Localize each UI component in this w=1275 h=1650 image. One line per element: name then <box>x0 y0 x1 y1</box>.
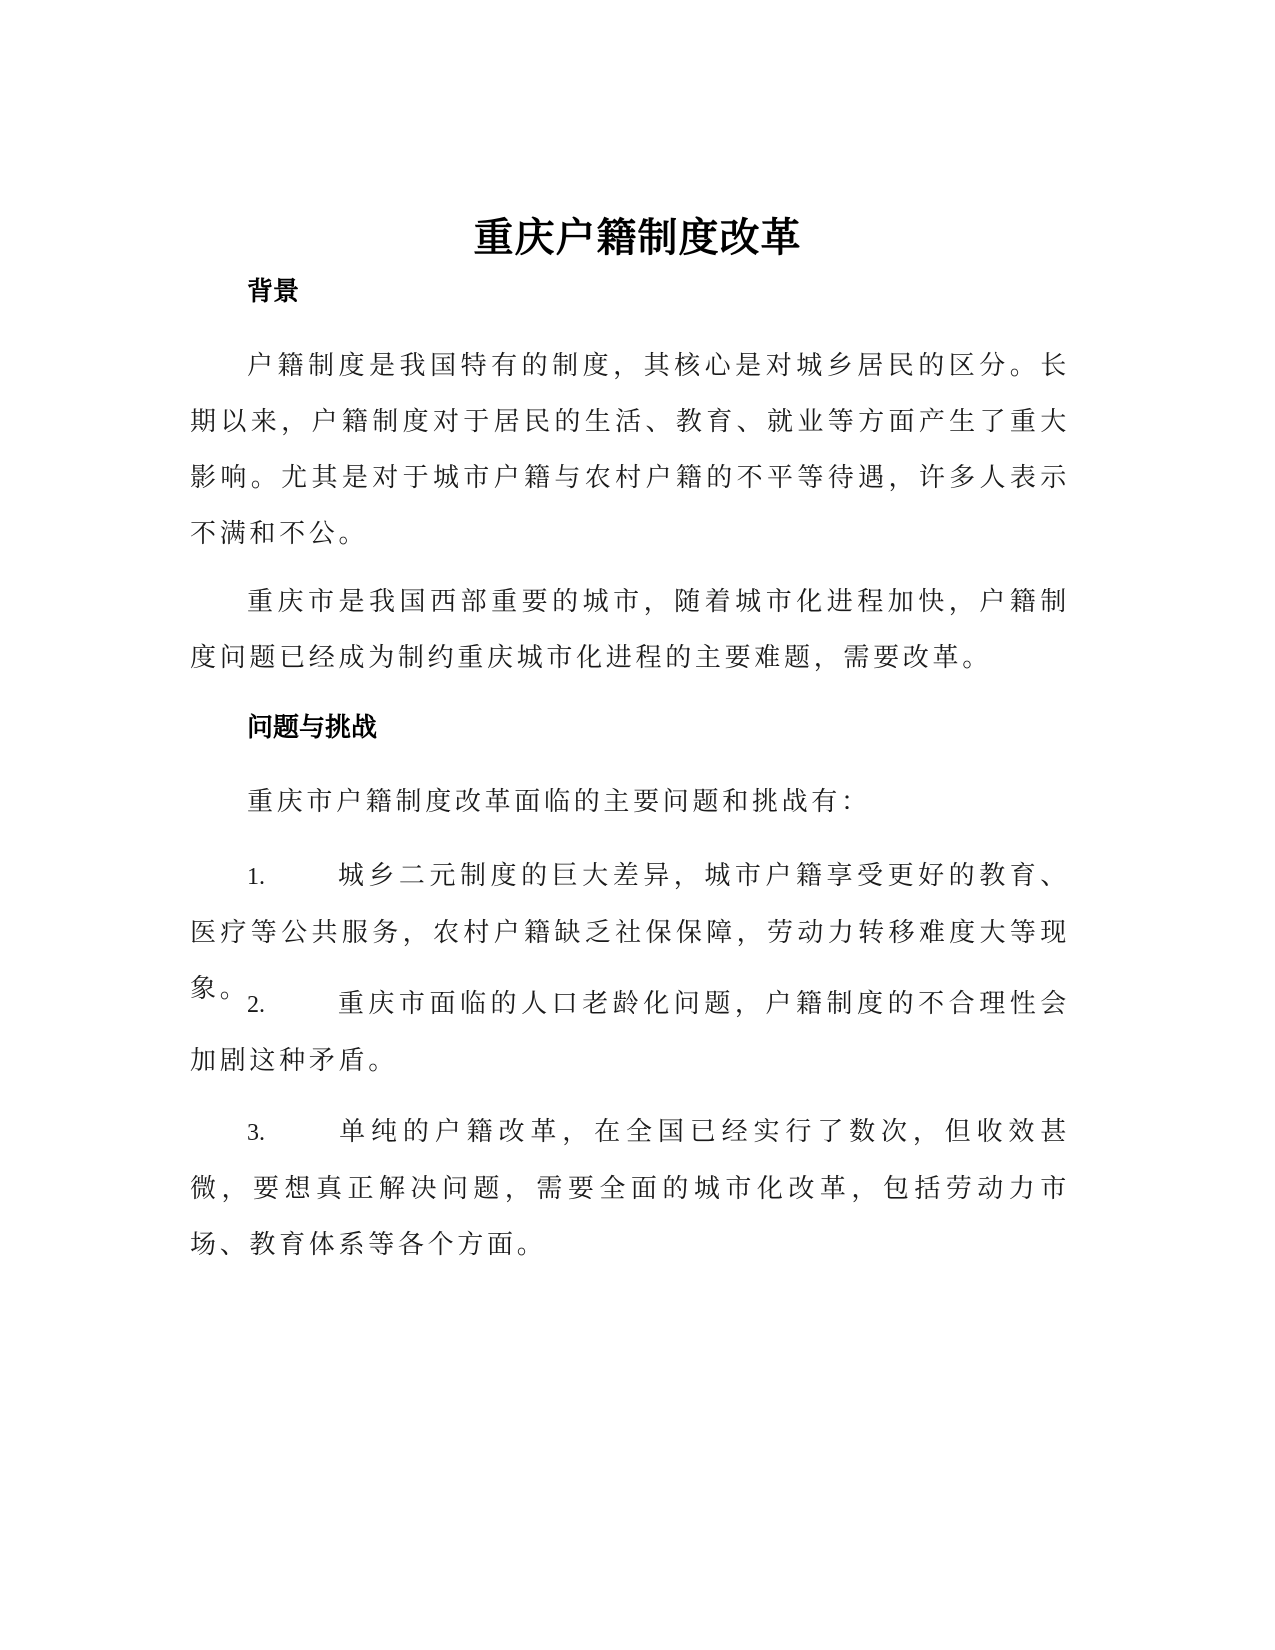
list-number: 3. <box>247 1120 265 1146</box>
paragraph: 重庆市是我国西部重要的城市，随着城市化进程加快，户籍制度问题已经成为制约重庆城市化进程的主要难题，需要改革。 <box>190 587 1070 673</box>
paragraph: 户籍制度是我国特有的制度，其核心是对城乡居民的区分。长期以来，户籍制度对于居民的生活、教育、就业等方面产生了重大影响。尤其是对于城市户籍与农村户籍的不平等待遇，许多人表示不满和不公。 <box>190 351 1070 549</box>
section-heading-background: 背景 <box>247 277 300 307</box>
list-number: 1. <box>247 864 265 890</box>
list-item <box>190 1104 1070 1273</box>
list-item-text: 单纯的户籍改革，在全国已经实行了数次，但收效甚微，要想真正解决问题，需要全面的城市化改革，包括劳动力市场、教育体系等各个方面。 <box>190 1117 1070 1260</box>
list-item-text: 城乡二元制度的巨大差异，城市户籍享受更好的教育、医疗等公共服务，农村户籍缺乏社保保障，劳动力转移难度大等现象。 <box>190 861 1070 1004</box>
document-title: 重庆户籍制度改革 <box>473 215 802 261</box>
list-number: 2. <box>247 992 265 1018</box>
list-item <box>190 976 1070 1089</box>
paragraph-intro: 重庆市户籍制度改革面临的主要问题和挑战有： <box>247 787 871 817</box>
section-heading-problems: 问题与挑战 <box>247 713 378 743</box>
list-item-text: 重庆市面临的人口老龄化问题，户籍制度的不合理性会加剧这种矛盾。 <box>190 989 1070 1076</box>
